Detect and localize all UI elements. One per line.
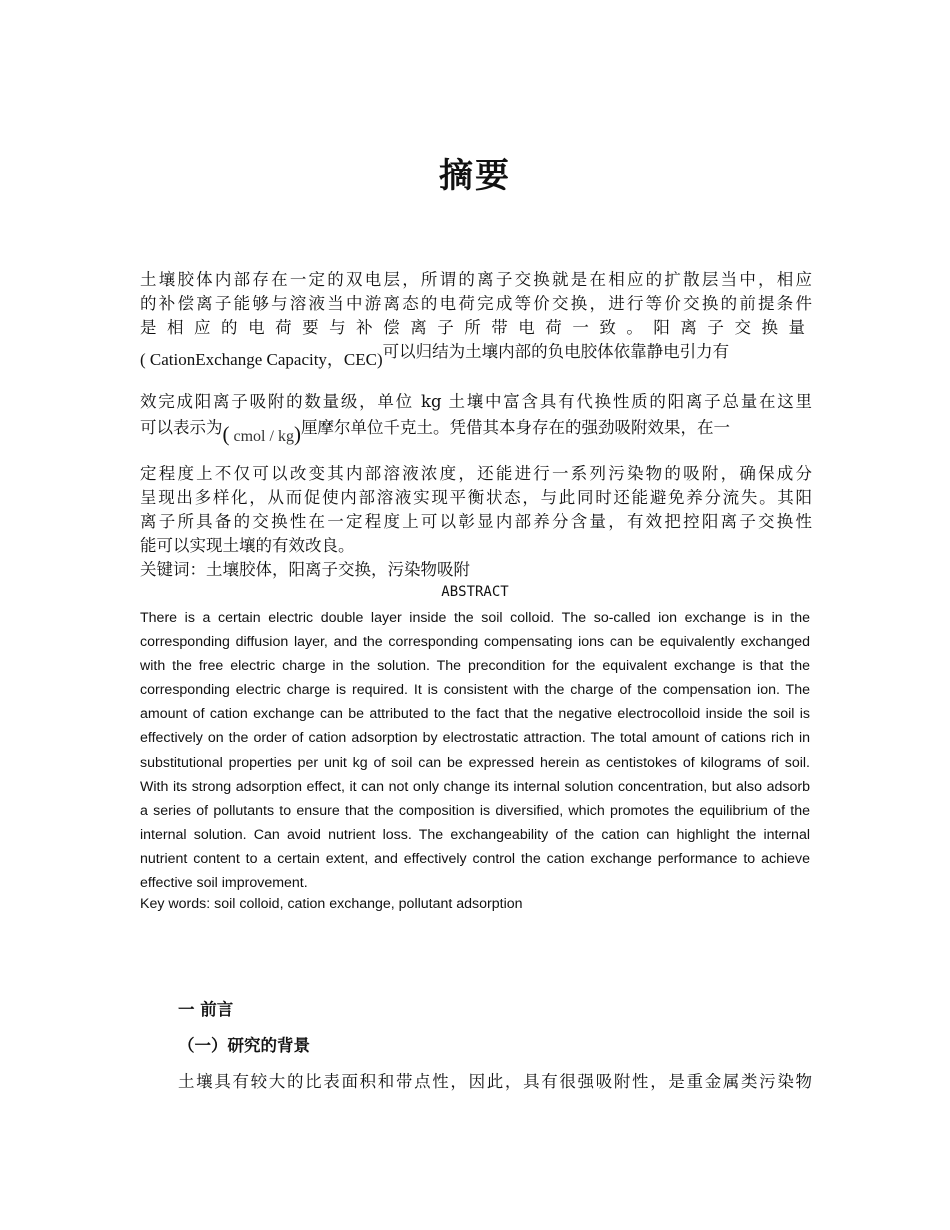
unit-formula: cmol / kg bbox=[229, 428, 294, 445]
cec-formula: ( CationExchange Capacity，CEC) bbox=[140, 350, 383, 369]
en-abstract-body: There is a certain electric double layer inside the soil colloid. The so-called ion exchange is in the corresponding diffusion layer, and the corresponding compensating ions can be equivalently exchanged with the free electric charge in the solution. The precondition for the equivalent exchange is that the corresponding electric charge is required. It is consistent with the charge of the compensation ion. The amount of cation exchange can be attributed to the fact that the negative electrocolloid inside the soil is effectively on the order of cation adsorption by electrostatic attraction. The total amount of cations rich in substitutional properties per unit kg of soil can be expressed herein as centistokes of kilograms of soil. With its strong adsorption effect, it can not only change its internal solution concentration, but also adsorb a series of pollutants to ensure that the composition is diversified, which promotes the equilibrium of the internal solution. Can avoid nutrient loss. The exchangeability of the cation can highlight the internal nutrient content to a certain extent, and effectively control the cation exchange performance to achieve effective soil improvement. bbox=[140, 610, 810, 892]
cn-abstract-unit-line bbox=[140, 414, 812, 444]
cn-abstract-continued bbox=[140, 390, 812, 444]
cn-abstract-line: 呈现出多样化，从而促使内部溶液实现平衡状态，与此同时还能避免养分流失。其阳 bbox=[140, 488, 812, 507]
cn-abstract-line: 定程度上不仅可以改变其内部溶液浓度，还能进行一系列污染物的吸附，确保成分 bbox=[140, 464, 812, 483]
cn-abstract-line: 能可以实现土壤的有效改良。 bbox=[140, 536, 355, 555]
cn-abstract-line: 是相应的电荷要与补偿离子所带电荷一致。阳离子交换量 bbox=[140, 318, 812, 337]
cn-abstract-text: 可以表示为 bbox=[140, 418, 223, 437]
page-title: 摘要 bbox=[439, 156, 511, 196]
cn-keywords: 关键词：土壤胶体，阳离子交换，污染物吸附 bbox=[140, 560, 470, 579]
unit-open-paren: ( bbox=[222, 422, 230, 446]
subsection-heading: （一）研究的背景 bbox=[178, 1036, 310, 1055]
cn-abstract bbox=[140, 268, 812, 372]
cn-abstract-line: 效完成阳离子吸附的数量级，单位 kg 土壤中富含具有代换性质的阳离子总量在这里 bbox=[140, 392, 812, 411]
cn-abstract-text: 厘摩尔单位千克土。凭借其本身存在的强劲吸附效果，在一 bbox=[300, 418, 730, 437]
cn-abstract-line: 离子所具备的交换性在一定程度上可以彰显内部养分含量，有效把控阳离子交换性 bbox=[140, 512, 812, 531]
cn-abstract-formula-line bbox=[140, 340, 812, 372]
cn-abstract-text: 可以归结为土壤内部的负电胶体依靠静电引力有 bbox=[382, 342, 730, 361]
unit-close-paren: ) bbox=[293, 422, 301, 446]
abstract-heading: ABSTRACT bbox=[441, 584, 509, 600]
section-heading: 一 前言 bbox=[178, 1000, 234, 1019]
cn-abstract-tail bbox=[140, 462, 812, 582]
cn-abstract-line: 的补偿离子能够与溶液当中游离态的电荷完成等价交换，进行等价交换的前提条件 bbox=[140, 294, 812, 313]
body-paragraph-line: 土壤具有较大的比表面积和带点性，因此，具有很强吸附性，是重金属类污染物 bbox=[178, 1072, 812, 1091]
cn-abstract-line: 土壤胶体内部存在一定的双电层，所谓的离子交换就是在相应的扩散层当中，相应 bbox=[140, 270, 812, 289]
en-keywords: Key words: soil colloid, cation exchange, pollutant adsorption bbox=[140, 896, 523, 912]
